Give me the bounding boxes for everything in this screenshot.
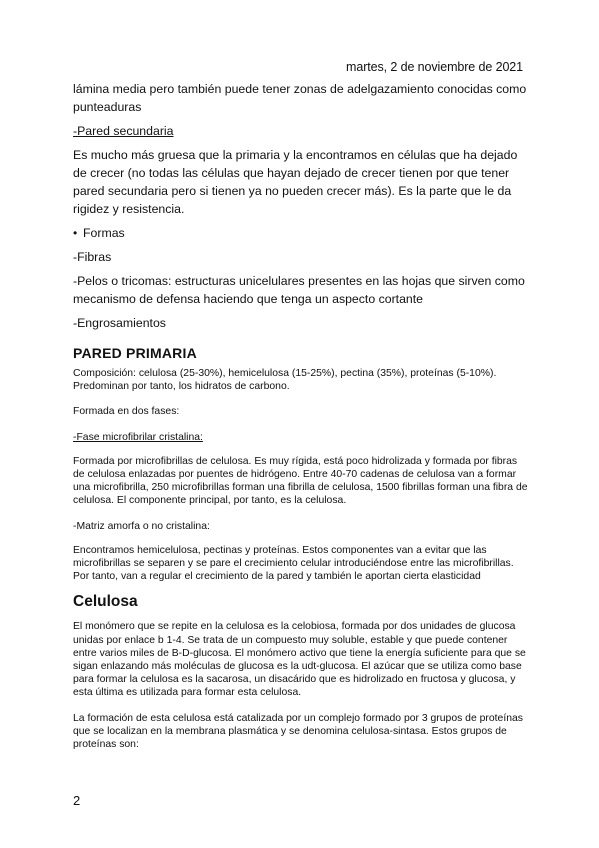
item-pelos: -Pelos o tricomas: estructuras unicelulares presentes en las hojas que sirven como mecanismo de defensa haciendo que tenga un aspecto cortante (73, 274, 525, 306)
paragraph-lamina-media: lámina media pero también puede tener zonas de adelgazamiento conocidas como punteaduras (73, 82, 527, 114)
page-number: 2 (73, 793, 81, 808)
bullet-formas-label: Formas (83, 226, 125, 240)
page-content (73, 80, 529, 751)
paragraph-formacion-celulosa: La formación de esta celulosa está catalizada por un complejo formado por 3 grupos de proteínas que se localizan en la membrana plasmática y se denomina celulosa-sintasa. Estos grupos de proteínas son: (73, 712, 523, 751)
paragraph-celulosa: El monómero que se repite en la celulosa es la celobiosa, formada por dos unidades de glucosa unidas por enlace b 1-4. Se trata de un compuesto muy soluble, estable y que puede contener entre varios miles de B-D-glucosa. El monómero activo que tiene la energía suficiente para que se sigan enlazando más moléculas de glucosa es la udt-glucosa. El azúcar que se utiliza como base para formar la celulosa es la sacarosa, un disacárido que es hidrolizado en fructosa y glucosa, y esta última es utilizada para formar esta celulosa. (73, 621, 526, 699)
heading-pared-primaria: PARED PRIMARIA (73, 345, 197, 361)
item-fibras: -Fibras (73, 250, 112, 264)
paragraph-pared-secundaria: Es mucho más gruesa que la primaria y la encontramos en células que ha dejado de crecer (no todas las células que hayan dejado de crecer tienen por que tener pared secundaria pero si tienen ya no pueden crecer más). Es la parte que le da rigidez y resistencia. (73, 148, 518, 216)
paragraph-formada-dos-fases: Formada en dos fases: (73, 406, 180, 418)
paragraph-matriz-amorfa: Encontramos hemicelulosa, pectinas y proteínas. Estos componentes van a evitar que las microfibrillas se separen y se pare el crecimiento celular introduciéndose entre las microfibrillas. Por tanto, van a regular el crecimiento de la pared y también le aportan cierta elasticidad (73, 544, 514, 583)
heading-matriz-amorfa: -Matriz amorfa o no cristalina: (73, 520, 210, 532)
bullet-formas (73, 224, 529, 242)
bullet-dot-icon: • (73, 226, 78, 240)
item-engrosamientos: -Engrosamientos (73, 316, 166, 330)
heading-pared-secundaria: -Pared secundaria (73, 124, 174, 138)
page-date: martes, 2 de noviembre de 2021 (346, 60, 523, 74)
heading-celulosa: Celulosa (73, 593, 138, 611)
paragraph-fase-microfibrilar: Formada por microfibrillas de celulosa. Es muy rígida, está poco hidrolizada y formada por fibras de celulosa enlazadas por puentes de hidrógeno. Entre 40-70 cadenas de celulosa van a formar una microfibrilla, 250 microfibrillas forman una fibrilla de celulosa, 1500 fibrillas forman una fibra de celulosa. El componente principal, por tanto, es la celulosa. (73, 455, 528, 507)
heading-fase-microfibrilar: -Fase microfibrilar cristalina: (73, 431, 203, 443)
paragraph-composicion: Composición: celulosa (25-30%), hemicelulosa (15-25%), pectina (35%), proteínas (5-10%). Predominan por tanto, los hidratos de carbono. (73, 368, 497, 393)
